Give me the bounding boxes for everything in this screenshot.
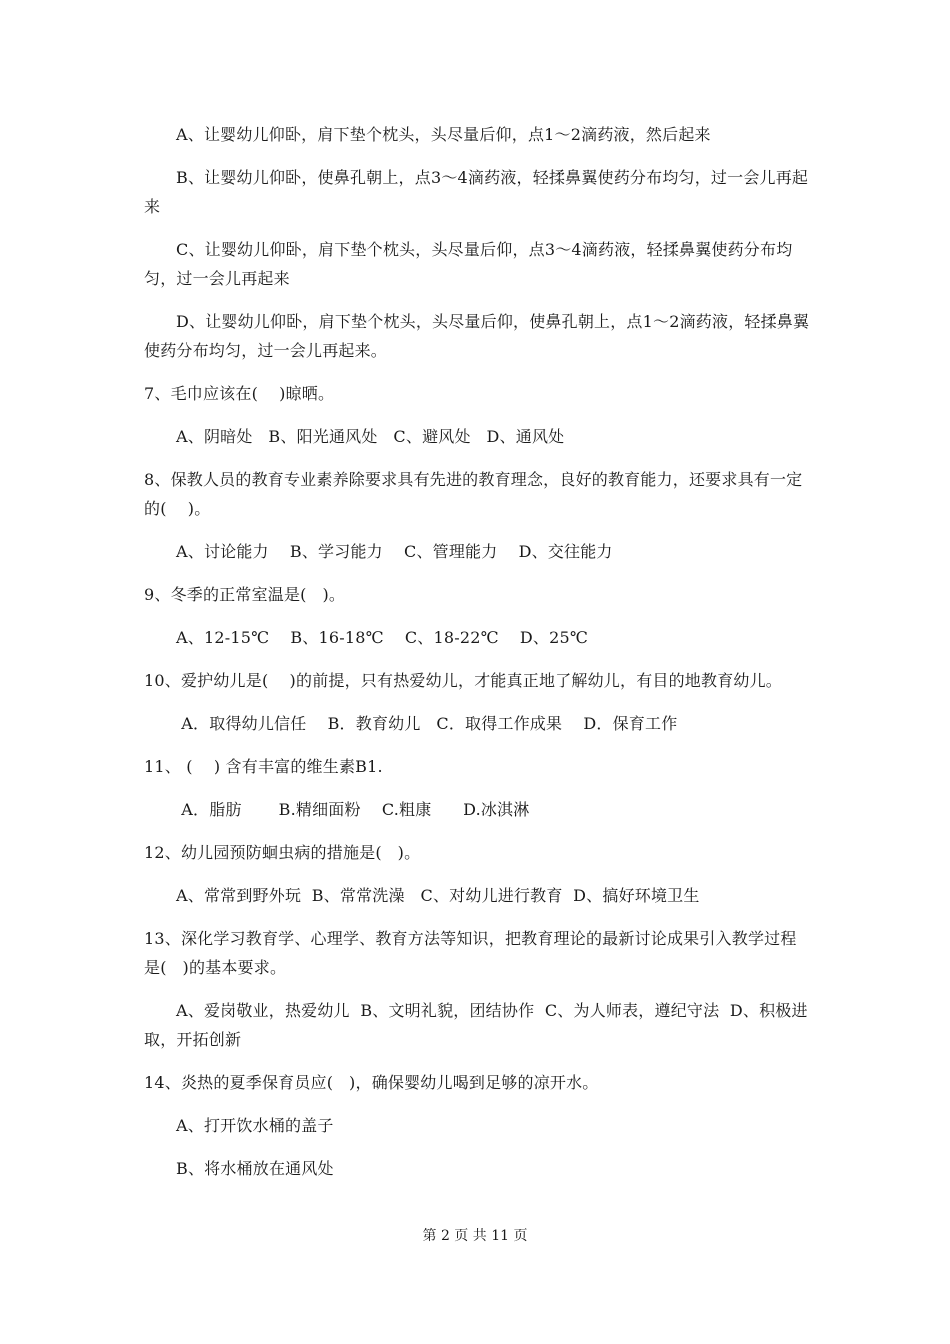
q14-option-b: B、将水桶放在通风处 [176,1159,334,1178]
q6-option-b: B、让婴幼儿仰卧，使鼻孔朝上，点3～4滴药液，轻揉鼻翼使药分布均匀，过一会儿再起来 [144,168,809,216]
document-body [144,120,812,1183]
q9-options: A、12-15℃ B、16-18℃ C、18-22℃ D、25℃ [176,628,588,647]
q12-question: 12、幼儿园预防蛔虫病的措施是( )。 [144,843,421,862]
q13-question: 13、深化学习教育学、心理学、教育方法等知识，把教育理论的最新讨论成果引入教学过程是( )的基本要求。 [144,929,797,977]
q14-option-a: A、打开饮水桶的盖子 [176,1116,334,1135]
q6-option-d: D、让婴幼儿仰卧，肩下垫个枕头，头尽量后仰，使鼻孔朝上，点1～2滴药液，轻揉鼻翼使药分布均匀，过一会儿再起来。 [144,312,810,360]
q7-question: 7、毛巾应该在( )晾晒。 [144,384,335,403]
q9-question: 9、冬季的正常室温是( )。 [144,585,346,604]
page-footer: 第 2 页 共 11 页 [422,1228,528,1244]
q13-options: A、爱岗敬业，热爱幼儿 B、文明礼貌，团结协作 C、为人师表，遵纪守法 D、积极进取，开拓创新 [144,1001,808,1049]
q7-options: A、阴暗处 B、阳光通风处 C、避风处 D、通风处 [176,427,565,446]
q6-option-c: C、让婴幼儿仰卧，肩下垫个枕头，头尽量后仰，点3～4滴药液，轻揉鼻翼使药分布均匀，过一会儿再起来 [144,240,793,288]
q10-question: 10、爱护幼儿是( )的前提，只有热爱幼儿，才能真正地了解幼儿，有目的地教育幼儿。 [144,671,782,690]
q14-question: 14、炎热的夏季保育员应( )，确保婴幼儿喝到足够的凉开水。 [144,1073,599,1092]
q8-options: A、讨论能力 B、学习能力 C、管理能力 D、交往能力 [176,542,613,561]
q11-options: A．脂肪 B.精细面粉 C.粗康 D.冰淇淋 [176,800,530,819]
q12-options: A、常常到野外玩 B、常常洗澡 C、对幼儿进行教育 D、搞好环境卫生 [176,886,700,905]
q6-option-a: A、让婴幼儿仰卧，肩下垫个枕头，头尽量后仰，点1～2滴药液，然后起来 [176,125,711,144]
q10-options: A．取得幼儿信任 B．教育幼儿 C．取得工作成果 D．保育工作 [176,714,678,733]
q11-question: 11、 ( ) 含有丰富的维生素B1. [144,757,383,776]
q8-question: 8、保教人员的教育专业素养除要求具有先进的教育理念，良好的教育能力，还要求具有一定的( )。 [144,470,803,518]
